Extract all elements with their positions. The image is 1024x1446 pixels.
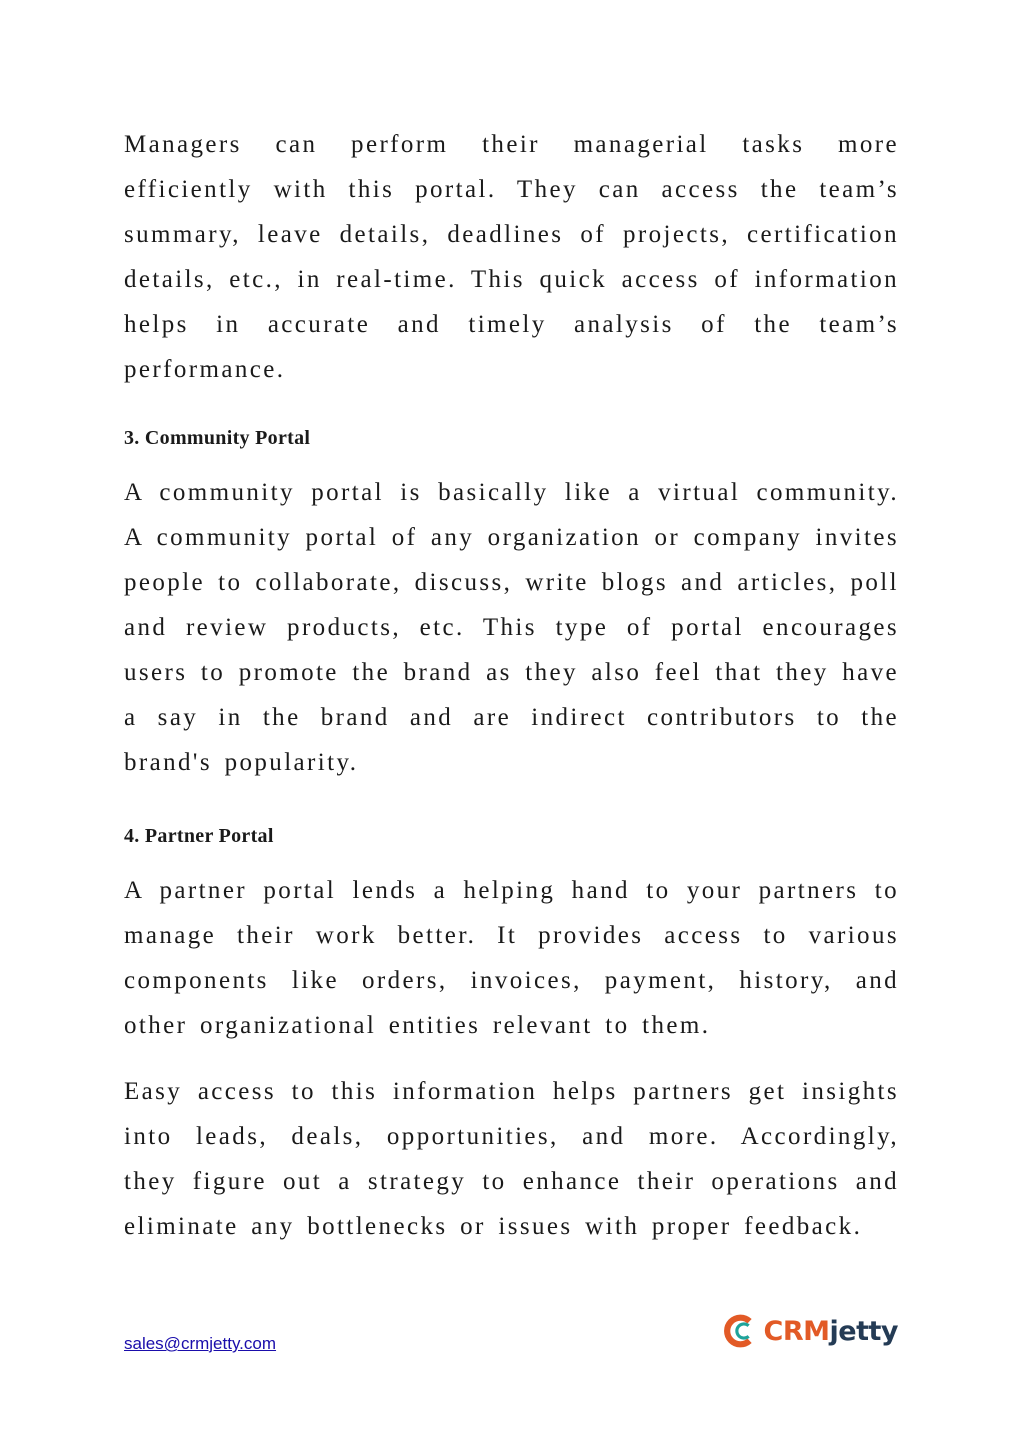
heading-partner-portal: 4. Partner Portal xyxy=(124,825,274,847)
paragraph-partner-insights: Easy access to this information helps partners get insights into leads, deals, opportunities, and more. Accordingly, they figure out a strategy to enhance their operations and eliminate any bottlenecks or issues with proper feedback. xyxy=(124,1078,899,1240)
sales-email-link[interactable]: sales@crmjetty.com xyxy=(124,1334,277,1353)
logo-crm-text: CRM xyxy=(763,1315,830,1347)
document-body xyxy=(124,122,899,1249)
heading-community-portal: 3. Community Portal xyxy=(124,427,311,449)
logo-wordmark xyxy=(764,1316,898,1347)
crmjetty-c-icon xyxy=(722,1311,758,1351)
paragraph-managers: Managers can perform their managerial tasks more efficiently with this portal. They can access the team’s summary, leave details, deadlines of projects, certification details, etc., in real-time. This quick access of information helps in accurate and timely analysis of the team’s performance. xyxy=(124,131,899,383)
crmjetty-logo xyxy=(722,1308,898,1354)
paragraph-partner-portal: A partner portal lends a helping hand to your partners to manage their work better. It provides access to various components like orders, invoices, payment, history, and other organizational entities relevant to them. xyxy=(124,877,899,1039)
logo-jetty-text: jetty xyxy=(829,1315,898,1347)
paragraph-community-portal: A community portal is basically like a virtual community. A community portal of any organization or company invites people to collaborate, discuss, write blogs and articles, poll and review products, etc. This type of portal encourages users to promote the brand as they also feel that they have a say in the brand and are indirect contributors to the brand's popularity. xyxy=(124,479,899,776)
